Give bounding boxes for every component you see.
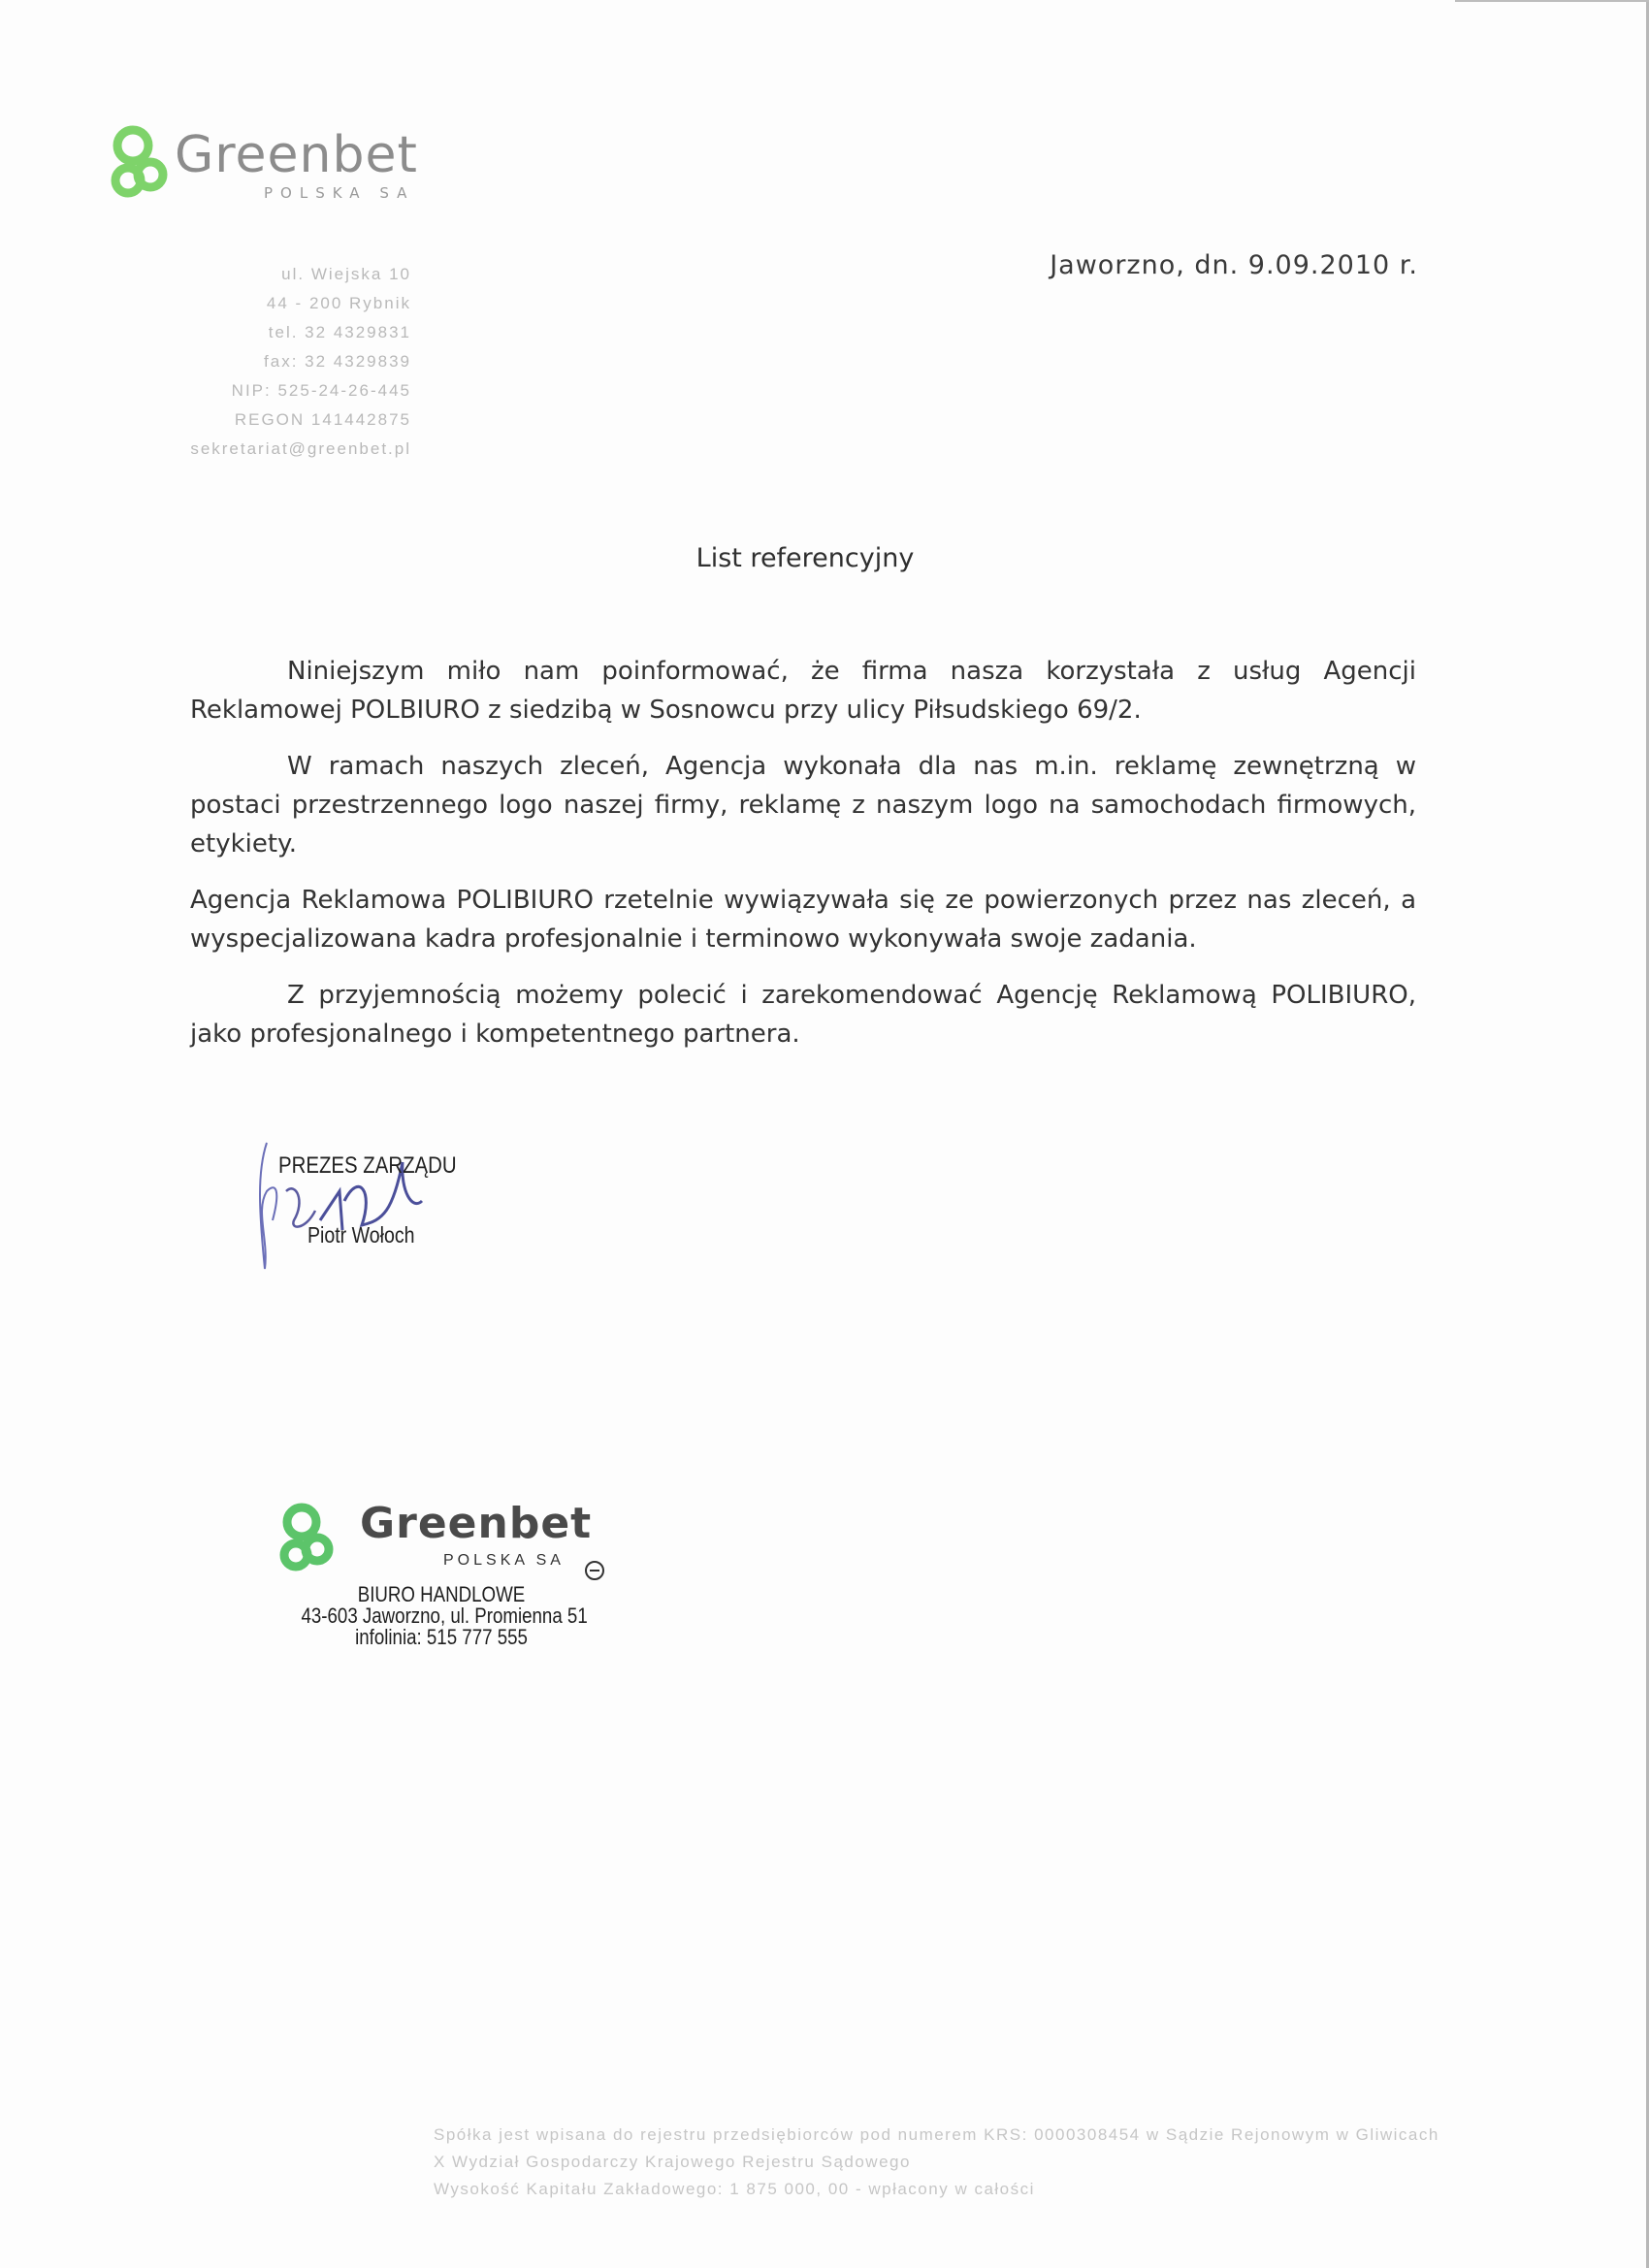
address-regon: REGON 141442875	[234, 410, 411, 429]
address-nip: NIP: 525-24-26-445	[231, 381, 411, 400]
letter-title: List referencyjny	[695, 543, 915, 573]
signature-name: Piotr Wołoch	[307, 1222, 415, 1247]
stamp-address	[276, 1584, 606, 1648]
page-edge-top	[1455, 0, 1649, 2]
letterhead-address	[136, 260, 411, 464]
legal-footer	[434, 2122, 1501, 2203]
body-paragraph: Agencja Reklamowa POLIBIURO rzetelnie wywiązywała się ze powierzonych przez nas zleceń, a wyspecjalizowana kadra profesjonalnie i terminowo wykonywała swoje zadania.	[190, 886, 1416, 954]
stamp-street: 43-603 Jaworzno, ul. Promienna 51	[301, 1604, 588, 1628]
signature-block	[247, 1133, 500, 1279]
address-street: ul. Wiejska 10	[281, 265, 411, 283]
address-email: sekretariat@greenbet.pl	[190, 439, 411, 458]
letterhead-company-sub: POLSKA SA	[264, 184, 415, 202]
address-city: 44 - 200 Rybnik	[266, 294, 411, 312]
stamp-company-name: Greenbet	[360, 1499, 593, 1548]
letter-date: Jaworzno, dn. 9.09.2010 r.	[1050, 250, 1418, 280]
footer-line: X Wydział Gospodarczy Krajowego Rejestru Sądowego	[434, 2153, 911, 2171]
stamp-circle-mark-icon	[585, 1561, 604, 1580]
stamp-company-sub: POLSKA SA	[443, 1552, 565, 1569]
signature-role: PREZES ZARZĄDU	[278, 1152, 457, 1179]
body-paragraph: Niniejszym miło nam poinformować, że firma nasza korzystała z usług Agencji Reklamowej POLBIURO z siedzibą w Sosnowcu przy ulicy Piłsudskiego 69/2.	[190, 657, 1416, 725]
greenbet-logo-icon	[107, 124, 175, 211]
stamp-logo-icon	[276, 1501, 337, 1580]
letter-body	[190, 652, 1416, 1071]
footer-line: Wysokość Kapitału Zakładowego: 1 875 000, 00 - wpłacony w całości	[434, 2180, 1035, 2198]
company-stamp	[276, 1499, 626, 1664]
body-paragraph: Z przyjemnością możemy polecić i zarekomendować Agencję Reklamową POLIBIURO, jako profesjonalnego i kompetentnego partnera.	[190, 981, 1416, 1049]
stamp-office: BIURO HANDLOWE	[357, 1582, 526, 1606]
letterhead-company-name: Greenbet	[175, 126, 418, 184]
stamp-hotline: infolinia: 515 777 555	[355, 1625, 528, 1649]
letterhead-logo	[107, 124, 417, 221]
address-fax: fax: 32 4329839	[264, 352, 411, 371]
address-phone: tel. 32 4329831	[268, 323, 411, 341]
body-paragraph: W ramach naszych zleceń, Agencja wykonała dla nas m.in. reklamę zewnętrzną w postaci przestrzennego logo naszej firmy, reklamę z naszym logo na samochodach firmowych, etykiety.	[190, 752, 1416, 859]
footer-line: Spółka jest wpisana do rejestru przedsiębiorców pod numerem KRS: 0000308454 w Sądzie Rejonowym w Gliwicach	[434, 2125, 1439, 2144]
